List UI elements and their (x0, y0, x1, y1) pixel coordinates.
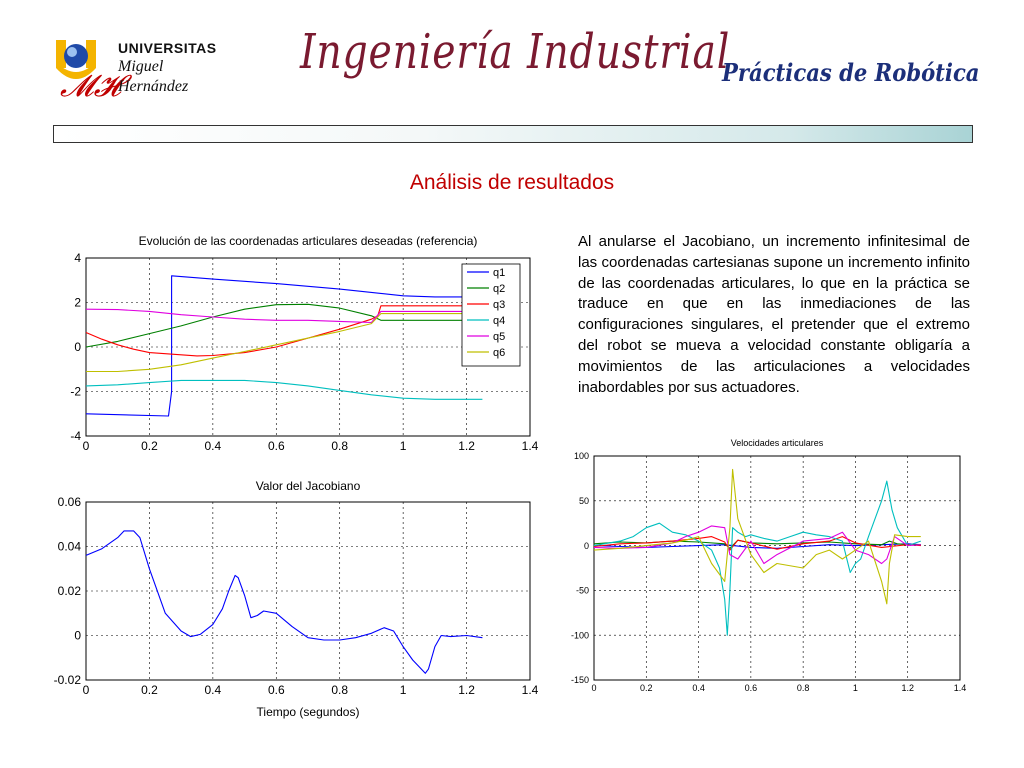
coords-legend-label-q1: q1 (493, 267, 506, 279)
velocities-x-tick-label: 0 (591, 683, 597, 693)
coords-x-tick-label: 0.2 (141, 439, 158, 453)
svg-text:𝓜𝓗: 𝓜𝓗 (60, 69, 121, 104)
coords-legend (462, 264, 520, 366)
jacobian-x-tick-label: 1.2 (458, 683, 475, 697)
coords-chart-title: Evolución de las coordenadas articulares deseadas (referencia) (138, 234, 478, 248)
logo-text-universitas: UNIVERSITAS (118, 40, 217, 56)
coords-y-tick-label: 4 (74, 251, 81, 266)
logo-text-hernandez: Hernández (118, 78, 189, 95)
velocities-x-tick-label: 1.4 (953, 683, 967, 693)
velocities-x-tick-label: 0.8 (796, 683, 810, 693)
velocities-chart (560, 434, 970, 700)
velocities-y-tick-label: -150 (570, 675, 589, 686)
coords-legend-label-q6: q6 (493, 347, 506, 359)
coords-x-tick-label: 0.4 (204, 439, 222, 453)
jacobian-y-tick-label: 0.04 (57, 539, 81, 554)
velocities-plot-area (594, 456, 960, 680)
logo-text-miguel: Miguel (118, 58, 164, 75)
velocities-x-tick-label: 1 (852, 683, 858, 693)
coords-y-tick-label: -2 (70, 384, 81, 399)
section-title: Análisis de resultados (409, 171, 615, 194)
coords-y-tick-label: -4 (70, 429, 81, 444)
coords-y-tick-label: 2 (74, 295, 81, 310)
velocities-x-tick-label: 0.6 (744, 683, 758, 693)
jacobian-y-tick-label: 0 (74, 628, 81, 643)
coords-legend-label-q4: q4 (493, 315, 506, 327)
velocities-y-tick-label: -100 (570, 630, 589, 641)
velocities-x-tick-label: 0.2 (640, 683, 653, 693)
velocities-y-tick-label: 0 (583, 540, 589, 551)
jacobian-x-axis-label: Tiempo (segundos) (256, 705, 360, 719)
coords-chart (40, 228, 540, 460)
jacobian-x-tick-label: 0 (82, 683, 90, 697)
jacobian-x-tick-label: 0.6 (267, 683, 285, 697)
velocities-x-tick-label: 0.4 (692, 683, 705, 693)
coords-x-tick-label: 0.6 (267, 439, 285, 453)
logo-globe-icon (64, 44, 88, 68)
jacobian-x-tick-label: 1.4 (521, 683, 539, 697)
velocities-y-tick-label: -50 (575, 585, 589, 596)
coords-legend-label-q2: q2 (493, 283, 506, 295)
page-title: Ingeniería Industrial (300, 24, 731, 80)
jacobian-y-tick-label: 0.06 (57, 495, 81, 510)
jacobian-chart (40, 474, 540, 724)
jacobian-chart-title: Valor del Jacobiano (255, 479, 361, 493)
velocities-chart-title: Velocidades articulares (730, 438, 824, 448)
jacobian-x-tick-label: 0.8 (331, 683, 349, 697)
coords-x-tick-label: 0 (82, 439, 90, 453)
jacobian-y-tick-label: 0.02 (57, 584, 81, 599)
page-subtitle: Prácticas de Robótica (722, 58, 980, 87)
coords-x-tick-label: 0.8 (331, 439, 349, 453)
jacobian-x-tick-label: 0.4 (204, 683, 222, 697)
explanation-paragraph: Al anularse el Jacobiano, un incremento infinitesimal de las coordenadas cartesianas supone un incremento infinito de las coordenadas articulares, lo que en la práctica se traduce en que en las inmediaciones de las configuraciones singulares, el pretender que el extremo del robot se mueva a velocidad constante obligaría a movimientos de las articulaciones a velocidades inabordables por sus actuadores. (578, 233, 970, 396)
jacobian-y-tick-label: -0.02 (53, 673, 81, 688)
coords-x-tick-label: 1 (399, 439, 407, 453)
coords-x-tick-label: 1.2 (458, 439, 475, 453)
velocities-y-tick-label: 100 (573, 451, 589, 462)
coords-legend-label-q5: q5 (493, 331, 506, 343)
velocities-y-tick-label: 50 (578, 495, 589, 506)
coords-legend-label-q3: q3 (493, 299, 506, 311)
jacobian-x-tick-label: 1 (399, 683, 407, 697)
coords-y-tick-label: 0 (74, 340, 81, 355)
header-divider-band (53, 125, 973, 143)
coords-x-tick-label: 1.4 (521, 439, 539, 453)
jacobian-x-tick-label: 0.2 (141, 683, 158, 697)
velocities-x-tick-label: 1.2 (901, 683, 914, 693)
